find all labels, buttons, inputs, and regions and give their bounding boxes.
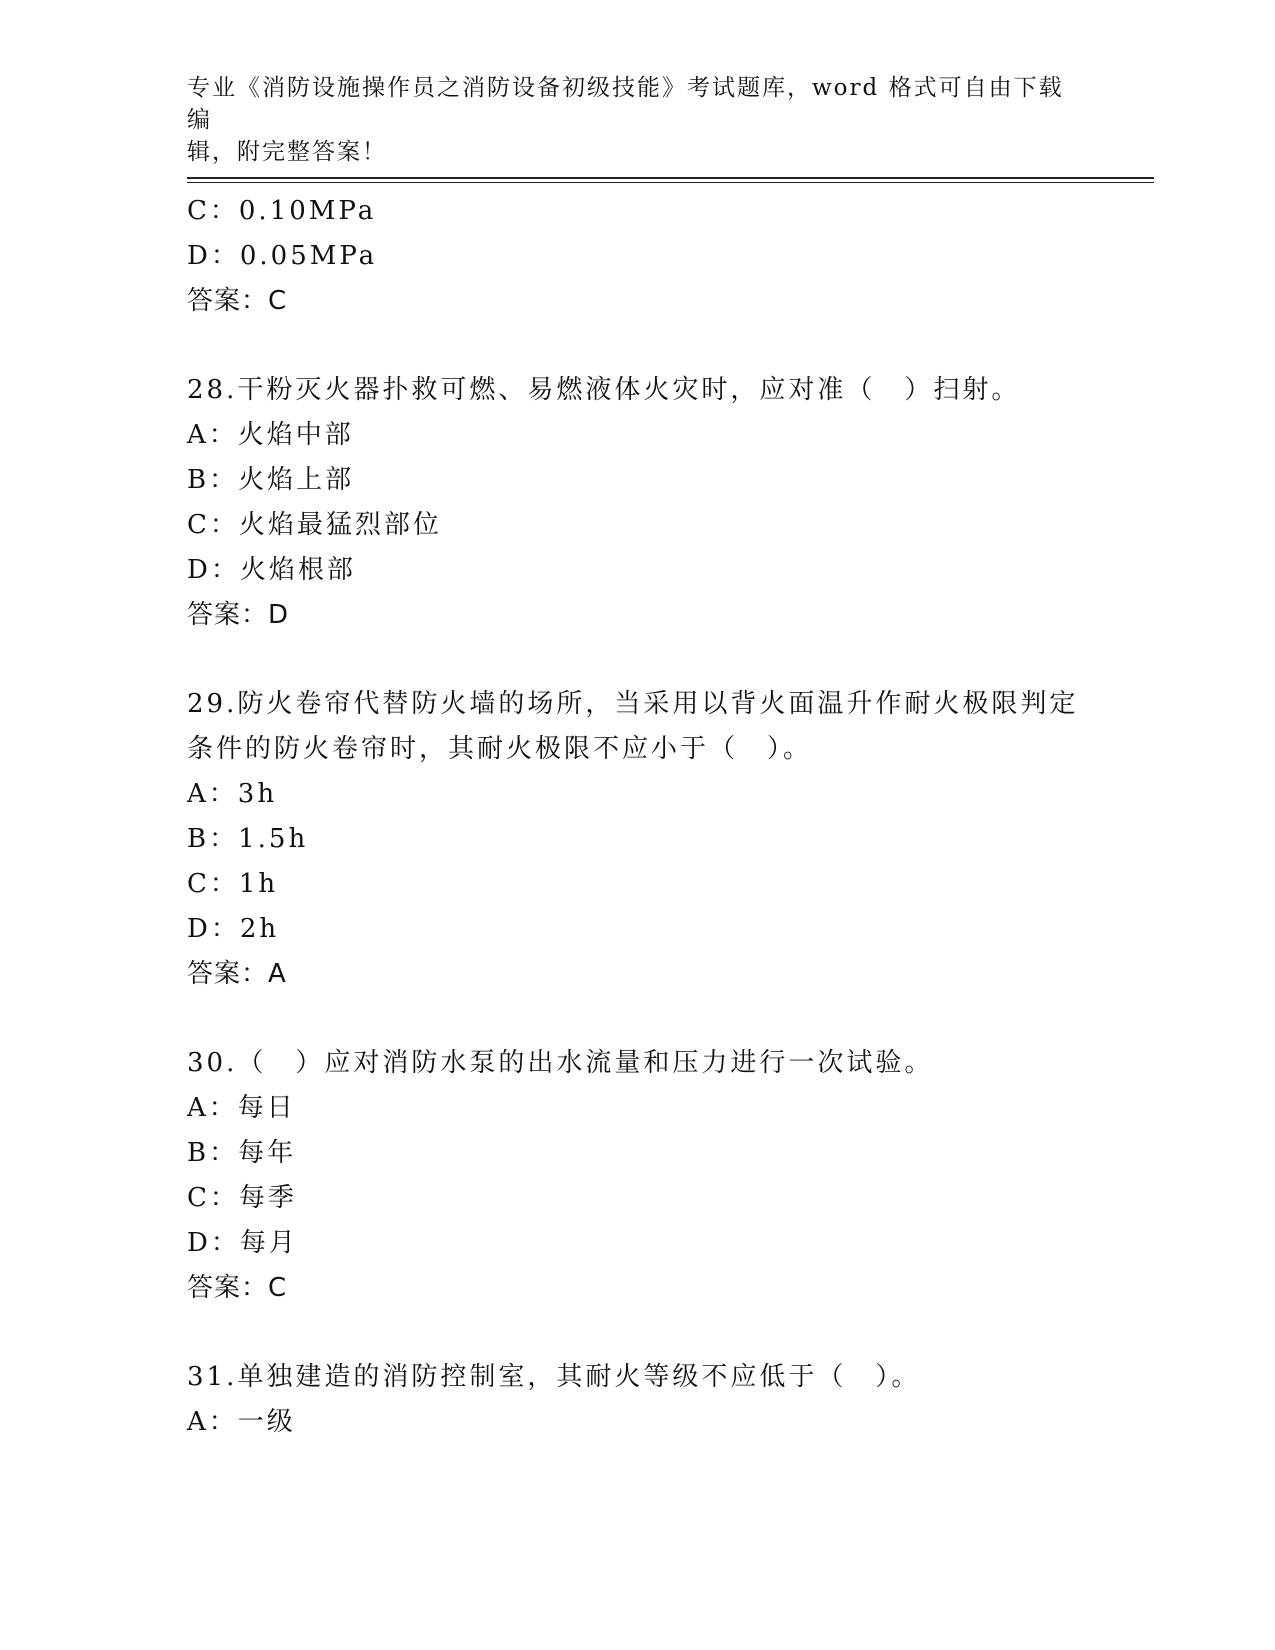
option-b: B：每年 — [187, 1138, 297, 1168]
answer-line: 答案：D — [187, 600, 290, 630]
document-header — [187, 72, 1067, 168]
option-d: D：每月 — [187, 1228, 298, 1258]
question-stem: 30.（ ）应对消防水泵的出水流量和压力进行一次试验。 — [187, 1048, 934, 1078]
option-d: D：火焰根部 — [187, 555, 356, 585]
option-a: A：每日 — [187, 1093, 296, 1123]
question-stem: 28.干粉灭火器扑救可燃、易燃液体火灾时，应对准（ ）扫射。 — [187, 375, 1021, 405]
question-stem: 31.单独建造的消防控制室，其耐火等级不应低于（ ）。 — [187, 1362, 921, 1392]
answer-line: 答案：C — [187, 286, 288, 316]
option-c: C：每季 — [187, 1183, 297, 1213]
answer-line: 答案：A — [187, 959, 287, 989]
option-b: B：火焰上部 — [187, 465, 355, 495]
option-b: B：1.5h — [187, 824, 309, 854]
option-a: A：3h — [187, 779, 278, 809]
option-c: C：1h — [187, 869, 279, 899]
answer-line: 答案：C — [187, 1273, 288, 1303]
header-rule-thick — [187, 177, 1154, 179]
header-line-1: 专业《消防设施操作员之消防设备初级技能》考试题库，word 格式可自由下载编 — [187, 75, 1064, 133]
option-a: A：火焰中部 — [187, 420, 354, 450]
header-rule-thin — [187, 182, 1154, 183]
option-d: D：2h — [187, 914, 280, 944]
option-c: C：火焰最猛烈部位 — [187, 510, 442, 540]
question-stem-continued: 条件的防火卷帘时，其耐火极限不应小于（ ）。 — [187, 734, 813, 764]
question-stem: 29.防火卷帘代替防火墙的场所，当采用以背火面温升作耐火极限判定 — [187, 689, 1079, 719]
option-c: C：0.10MPa — [187, 196, 377, 226]
option-a: A：一级 — [187, 1407, 296, 1437]
option-d: D：0.05MPa — [187, 241, 378, 271]
header-line-2: 辑，附完整答案！ — [187, 139, 387, 165]
